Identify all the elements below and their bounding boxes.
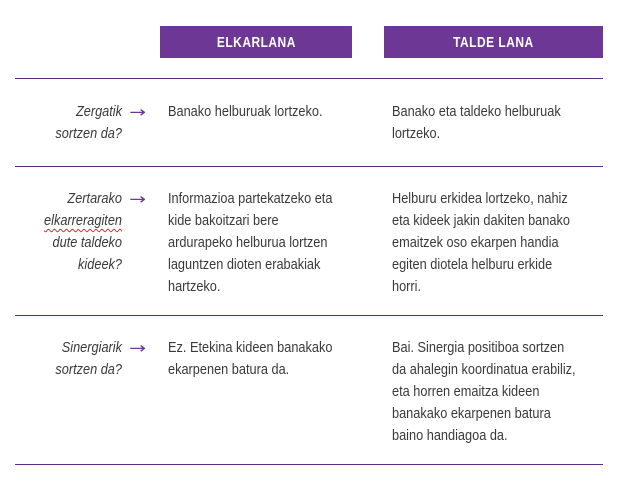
- text-line: lortzeko.: [392, 125, 441, 142]
- cell-elkarlana: [168, 337, 360, 447]
- arrow-cell: [122, 188, 168, 298]
- cell-talde-lana: [392, 101, 603, 145]
- text-line: baino handiagoa da.: [392, 427, 508, 444]
- text-line: Ez. Etekina kideen banakako: [168, 339, 333, 356]
- text-line: Bai. Sinergia positiboa sortzen: [392, 339, 565, 356]
- cell-talde-lana: [392, 337, 603, 447]
- column-header-label: TALDE LANA: [453, 33, 534, 51]
- text-line: horri.: [392, 278, 422, 295]
- text-line: Helburu erkidea lortzeko, nahiz: [392, 190, 568, 207]
- text-line: Zertarako: [67, 190, 122, 207]
- text-line: egiten diotela helburu erkide: [392, 256, 553, 273]
- column-header-label: ELKARLANA: [216, 33, 296, 51]
- text-line: hartzeko.: [168, 278, 221, 295]
- arrow-icon: →: [129, 190, 146, 208]
- text-line: kide bakoitzari bere: [168, 212, 279, 229]
- table-header: [0, 26, 625, 58]
- row-question: [15, 337, 122, 447]
- arrow-cell: [122, 101, 168, 145]
- row-question: [15, 101, 122, 145]
- text-line: laguntzen dioten erabakiak: [168, 256, 321, 273]
- column-header-elkarlana: [160, 26, 352, 58]
- table-body: [0, 79, 625, 465]
- arrow-icon: →: [129, 339, 146, 357]
- text-line: Informazioa partekatzeko eta: [168, 190, 333, 207]
- text-line: Zergatik: [75, 103, 122, 120]
- table-row: [0, 167, 625, 315]
- cell-elkarlana: [168, 101, 360, 145]
- text-line: kideek?: [78, 256, 122, 273]
- text-line: Banako helburuak lortzeko.: [168, 103, 323, 120]
- text-line: da ahalegin koordinatua erabiliz,: [392, 361, 576, 378]
- row-question: [15, 188, 122, 298]
- text-line: eta horren emaitza kideen: [392, 383, 540, 400]
- column-header-talde-lana: [384, 26, 603, 58]
- text-line: Sinergiarik: [61, 339, 122, 356]
- misspelled-word: elkarreragiten: [44, 212, 122, 229]
- text-line: emaitzek oso ekarpen handia: [392, 234, 559, 251]
- text-line: sortzen da?: [55, 361, 122, 378]
- divider: [15, 464, 603, 465]
- cell-elkarlana: [168, 188, 360, 298]
- cell-talde-lana: [392, 188, 603, 298]
- table-row: [0, 79, 625, 166]
- text-line: ardurapeko helburua lortzen: [168, 234, 328, 251]
- text-line: dute taldeko: [52, 234, 122, 251]
- text-line: sortzen da?: [55, 125, 122, 142]
- arrow-icon: →: [129, 103, 146, 121]
- text-line: ekarpenen batura da.: [168, 361, 290, 378]
- text-line: banakako ekarpenen batura: [392, 405, 551, 422]
- table-row: [0, 316, 625, 464]
- arrow-cell: [122, 337, 168, 447]
- text-line: Banako eta taldeko helburuak: [392, 103, 561, 120]
- text-line: eta kideek jakin dakiten banako: [392, 212, 570, 229]
